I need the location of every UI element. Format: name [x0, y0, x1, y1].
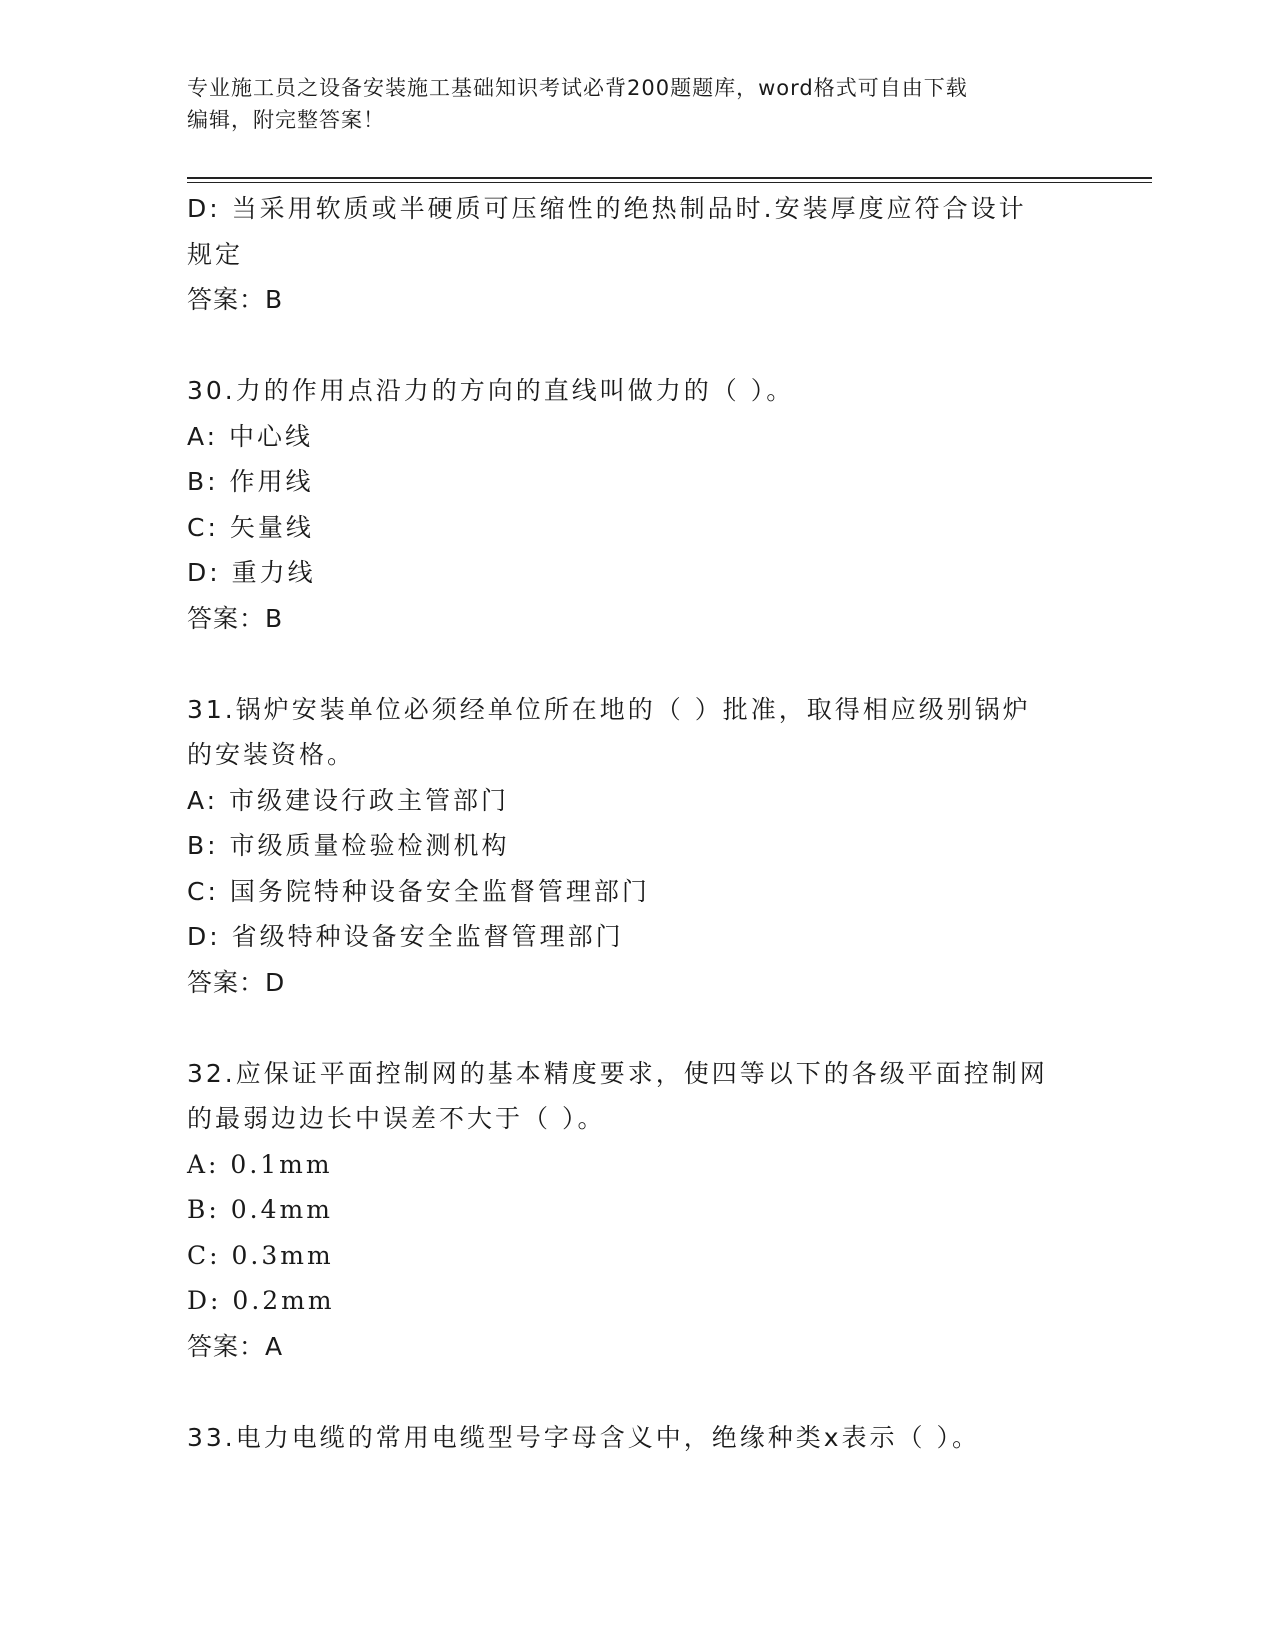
- option-d: D: 0.2mm: [187, 1286, 335, 1315]
- header-line-1: 专业施工员之设备安装施工基础知识考试必背200题题库，word格式可自由下载: [187, 76, 968, 100]
- prev-option-d-line-1: D: 当采用软质或半硬质可压缩性的绝热制品时.安装厚度应符合设计: [187, 194, 1027, 223]
- question-stem: 33.电力电缆的常用电缆型号字母含义中，绝缘种类x表示（ ）。: [187, 1422, 981, 1452]
- prev-answer: 答案：B: [187, 285, 284, 314]
- option-a: A: 0.1mm: [187, 1149, 333, 1179]
- answer: 答案：D: [187, 967, 286, 997]
- question-stem-line-1: 31.锅炉安装单位必须经单位所在地的（ ）批准，取得相应级别锅炉: [187, 694, 1031, 724]
- spacer: [187, 1369, 1087, 1415]
- question-content: [187, 186, 1087, 1460]
- answer: 答案：B: [187, 603, 284, 633]
- document-header: [187, 72, 1087, 136]
- option-c: C: 国务院特种设备安全监督管理部门: [187, 876, 650, 906]
- question-30: [187, 368, 1087, 641]
- option-d: D: 重力线: [187, 558, 316, 587]
- option-c: C: 0.3mm: [187, 1240, 334, 1270]
- question-stem-line-2: 的最弱边边长中误差不大于（ ）。: [187, 1104, 606, 1133]
- header-line-2: 编辑，附完整答案！: [187, 108, 385, 132]
- spacer: [187, 641, 1087, 687]
- option-a: A: 市级建设行政主管部门: [187, 785, 510, 815]
- question-33: [187, 1415, 1087, 1461]
- question-stem: 30.力的作用点沿力的方向的直线叫做力的（ ）。: [187, 376, 795, 405]
- question-stem-line-2: 的安装资格。: [187, 740, 356, 769]
- option-b: B: 市级质量检验检测机构: [187, 831, 510, 860]
- question-31: [187, 687, 1087, 1006]
- option-d: D: 省级特种设备安全监督管理部门: [187, 922, 624, 951]
- prev-option-d-line-2: 规定: [187, 239, 244, 269]
- spacer: [187, 323, 1087, 369]
- answer: 答案：A: [187, 1331, 284, 1361]
- option-b: B: 作用线: [187, 467, 314, 496]
- spacer: [187, 1005, 1087, 1051]
- header-rule-thin: [187, 182, 1152, 183]
- question-32: [187, 1051, 1087, 1370]
- question-stem-line-1: 32.应保证平面控制网的基本精度要求，使四等以下的各级平面控制网: [187, 1058, 1048, 1088]
- option-a: A: 中心线: [187, 421, 314, 451]
- option-c: C: 矢量线: [187, 512, 314, 542]
- header-rule-thick: [187, 177, 1152, 179]
- option-b: B: 0.4mm: [187, 1195, 333, 1224]
